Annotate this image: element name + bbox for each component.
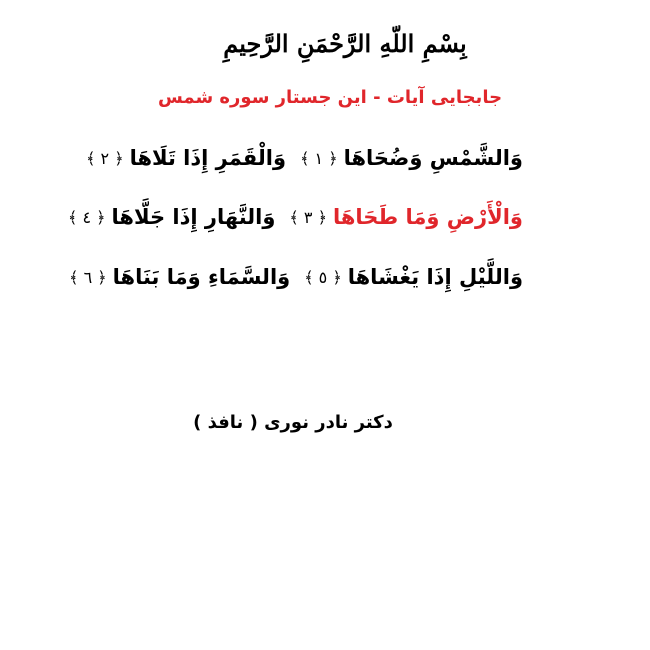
author-signature: دکتر نادر نوری ( نافذ ) [193,412,393,433]
ayah-marker-4: ﴿ ٤ ﴾ [68,208,106,227]
ayah-marker-3: ﴿ ٣ ﴾ [289,208,327,227]
ayah-marker-6: ﴿ ٦ ﴾ [69,268,107,287]
verse-line-2 [68,205,523,230]
ayah-marker-5: ﴿ ٥ ﴾ [304,268,342,287]
subtitle: جابجایی آیات - این جستار سوره شمس [157,87,503,108]
verse-6-text: وَالسَّمَاءِ وَمَا بَنَاهَا [112,265,291,289]
verse-3-text: وَالْأَرْضِ وَمَا طَحَاهَا [332,205,523,229]
verse-2-text: وَالْقَمَرِ إِذَا تَلَاهَا [129,146,287,170]
verse-line-3 [69,265,523,290]
verse-2 [86,146,286,171]
ayah-marker-1: ﴿ ١ ﴾ [300,149,338,168]
verse-1-text: وَالشَّمْسِ وَضُحَاهَا [343,146,523,170]
verse-5 [304,265,523,290]
ayah-marker-2: ﴿ ٢ ﴾ [86,149,124,168]
verse-1 [300,146,523,171]
verse-line-1 [86,146,523,171]
verse-3 [289,205,523,230]
verse-4 [68,205,275,230]
verse-4-text: وَالنَّهَارِ إِذَا جَلَّاهَا [111,205,276,229]
basmala-heading: بِسْمِ اللّهِ الرَّحْمَنِ الرَّحِيمِ [223,29,467,58]
verse-5-text: وَاللَّيْلِ إِذَا يَغْشَاهَا [347,265,523,289]
verse-6 [69,265,290,290]
